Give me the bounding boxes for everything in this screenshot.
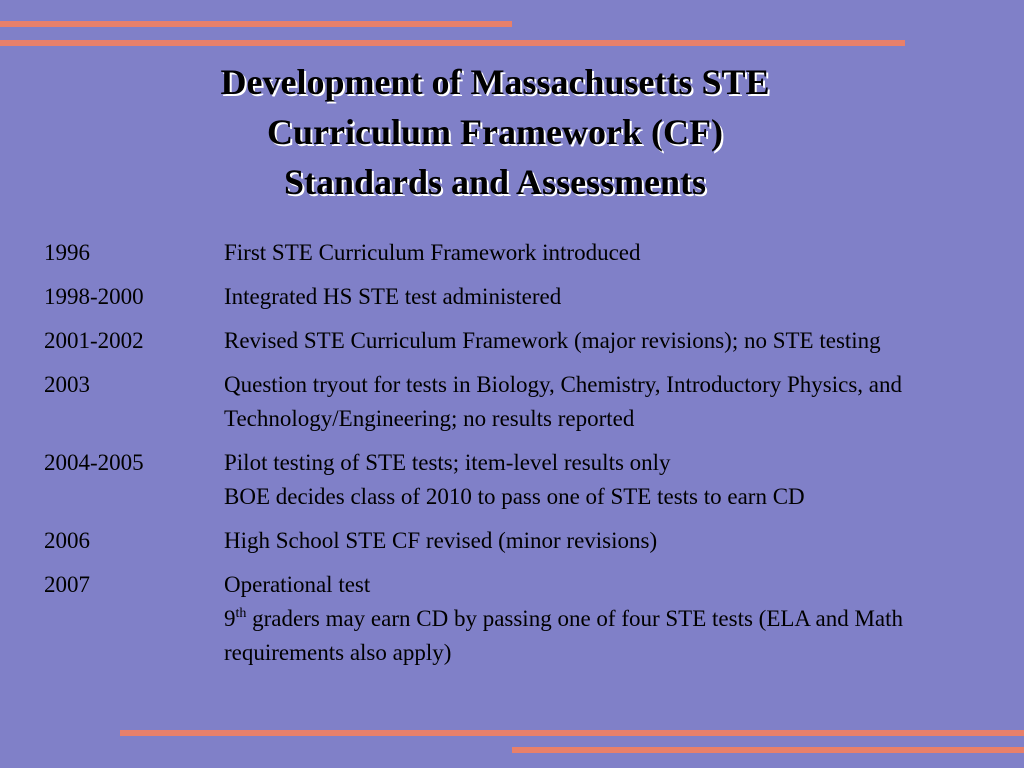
timeline-year: 2004-2005 [44, 450, 144, 475]
timeline-description-line: Integrated HS STE test administered [224, 284, 562, 309]
timeline-row [44, 568, 984, 670]
timeline-description-line: Revised STE Curriculum Framework (major revisions); no STE testing [224, 328, 881, 353]
timeline-description [224, 446, 984, 514]
timeline-year: 1996 [44, 240, 90, 265]
timeline-description-line: Pilot testing of STE tests; item-level results only [224, 450, 671, 475]
decorative-stripe-bottom-long [120, 730, 1024, 736]
timeline-year: 2007 [44, 572, 90, 597]
timeline-description [224, 236, 984, 270]
timeline-year: 1998-2000 [44, 284, 144, 309]
timeline-description-line: Operational test [224, 572, 371, 597]
slide-title-line-3: Standards and Assessments [283, 162, 707, 202]
timeline-year: 2001-2002 [44, 328, 144, 353]
grade-number: 9 [224, 606, 236, 631]
timeline-description [224, 324, 984, 358]
grade-ordinal-suffix: th [235, 606, 247, 621]
slide-title [0, 57, 990, 207]
timeline-row [44, 446, 984, 514]
timeline-row [44, 324, 984, 358]
timeline-description-line-grade [224, 602, 984, 670]
timeline-description-line: First STE Curriculum Framework introduced [224, 240, 641, 265]
timeline-list [44, 236, 984, 680]
timeline-year: 2006 [44, 528, 90, 553]
timeline-description-line: Question tryout for tests in Biology, Chemistry, Introductory Physics, and Technology/Engineering; no results reported [224, 372, 903, 431]
decorative-stripe-bottom-short [512, 747, 1024, 753]
timeline-description [224, 280, 984, 314]
timeline-description-line: BOE decides class of 2010 to pass one of STE tests to earn CD [224, 484, 805, 509]
timeline-description [224, 568, 984, 670]
decorative-stripe-top-long [0, 40, 905, 46]
timeline-description [224, 368, 984, 436]
slide-title-line-1: Development of Massachusetts STE [220, 62, 770, 102]
decorative-stripe-top-short [0, 21, 512, 27]
timeline-row [44, 368, 984, 436]
timeline-year: 2003 [44, 372, 90, 397]
timeline-row [44, 236, 984, 270]
timeline-row [44, 280, 984, 314]
grade-line-text: graders may earn CD by passing one of four STE tests (ELA and Math requirements also apply) [224, 606, 904, 665]
timeline-row [44, 524, 984, 558]
slide-title-line-2: Curriculum Framework (CF) [267, 112, 723, 152]
timeline-description [224, 524, 984, 558]
timeline-description-line: High School STE CF revised (minor revisions) [224, 528, 658, 553]
